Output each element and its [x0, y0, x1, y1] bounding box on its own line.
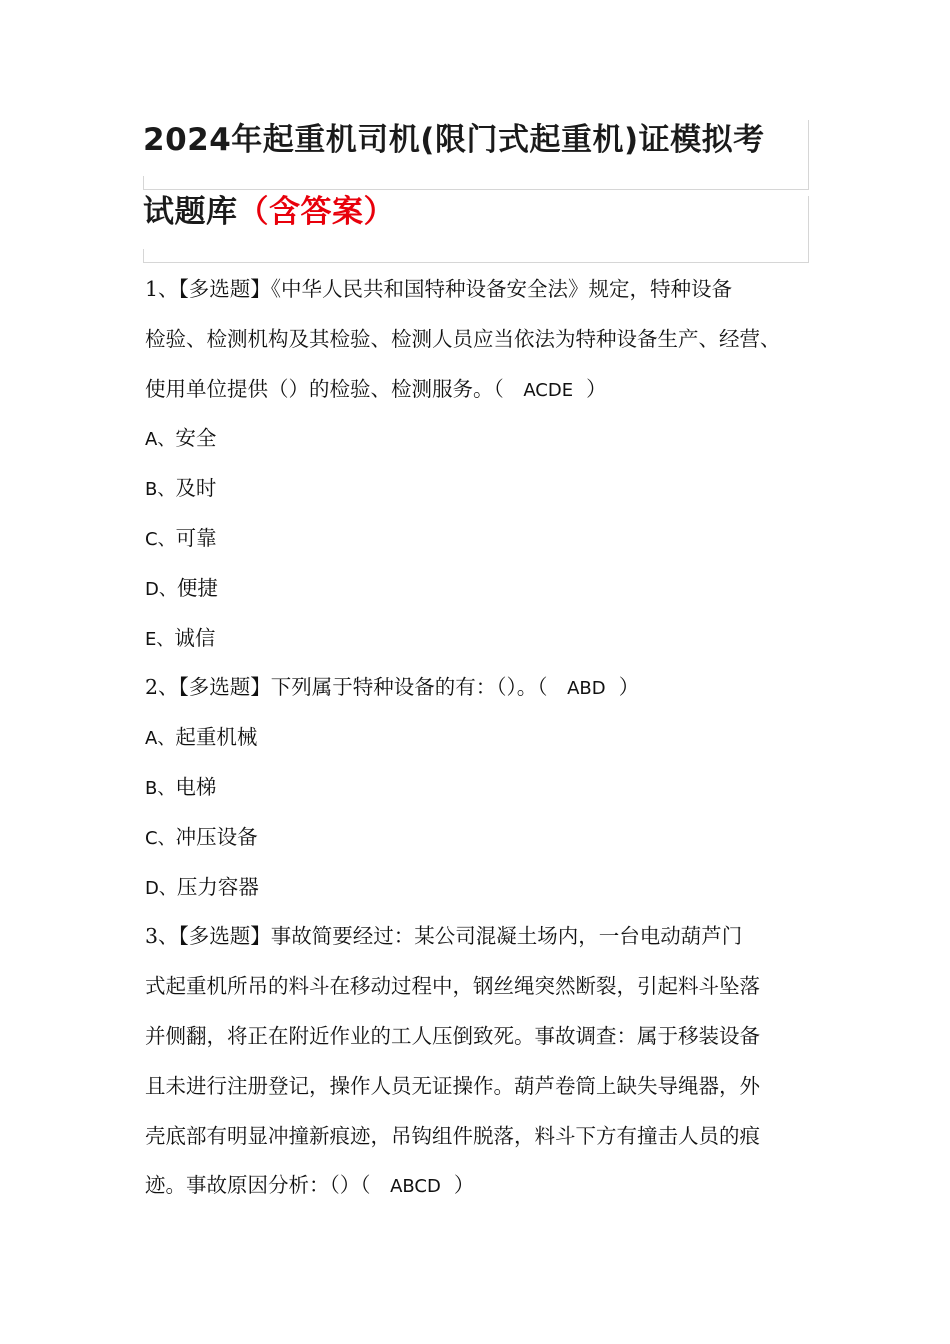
option-text: 可靠 [175, 525, 217, 550]
question-stem-line [145, 315, 810, 365]
option-text: 诚信 [174, 625, 216, 650]
question-number: 2、 [145, 675, 179, 700]
option-item [145, 713, 810, 763]
question-stem: 下列属于特种设备的有：（）。（ [270, 675, 548, 700]
question-stem: 式起重机所吊的料斗在移动过程中，钢丝绳突然断裂，引起料斗坠落 [145, 974, 760, 999]
option-item [145, 514, 810, 564]
question-number: 3、 [145, 924, 179, 949]
option-text: 压力容器 [176, 874, 259, 899]
question-list [145, 265, 810, 1211]
question-type: 【多选题】 [178, 277, 271, 301]
document-title-line-1 [143, 114, 765, 159]
document-title-line-2 [143, 186, 395, 231]
question-stem-line [145, 962, 810, 1012]
question-stem: 且未进行注册登记，操作人员无证操作。葫芦卷筒上缺失导绳器，外 [145, 1073, 760, 1098]
question-stem: 《中华人民共和国特种设备安全法》规定，特种设备 [270, 277, 733, 301]
option-text: 及时 [175, 476, 217, 501]
option-item [145, 763, 810, 813]
option-letter: B、 [145, 479, 176, 501]
question-stem-line [145, 265, 810, 315]
question-type: 【多选题】 [178, 924, 271, 949]
question-stem: 迹。事故原因分析：（）（ [145, 1173, 371, 1198]
option-letter: D、 [145, 578, 177, 600]
option-text: 便捷 [176, 575, 218, 600]
option-item [145, 564, 810, 614]
option-item [145, 414, 810, 464]
question-stem: 壳底部有明显冲撞新痕迹，吊钩组件脱落，料斗下方有撞击人员的痕 [145, 1123, 760, 1148]
answer-close: ） [586, 376, 607, 401]
question-answer: ACDE [523, 379, 574, 401]
question-stem-line [145, 912, 810, 962]
option-letter: B、 [145, 777, 176, 799]
question-stem-line [145, 1112, 810, 1162]
question-stem: 事故简要经过：某公司混凝土场内，一台电动葫芦门 [270, 924, 743, 949]
option-item [145, 614, 810, 664]
title-text: 2024年起重机司机(限门式起重机)证模拟考 [143, 122, 765, 158]
option-letter: C、 [145, 528, 176, 550]
question-stem-line [145, 365, 810, 415]
question-stem-line [145, 663, 810, 713]
question-type: 【多选题】 [178, 675, 271, 700]
question-number: 1、 [145, 277, 179, 301]
question-stem: 使用单位提供（）的检验、检测服务。（ [145, 376, 504, 401]
option-text: 冲压设备 [175, 824, 258, 849]
option-letter: C、 [145, 827, 176, 849]
option-item [145, 813, 810, 863]
option-letter: A、 [145, 728, 176, 750]
option-item [145, 863, 810, 913]
option-item [145, 464, 810, 514]
question-stem-line [145, 1161, 810, 1211]
question-answer: ABD [567, 678, 606, 700]
question-answer: ABCD [390, 1176, 441, 1198]
option-text: 电梯 [175, 774, 217, 799]
title-answer-note: （含答案） [237, 194, 395, 230]
question-stem-line [145, 1012, 810, 1062]
answer-close: ） [618, 675, 640, 700]
question-stem: 检验、检测机构及其检验、检测人员应当依法为特种设备生产、经营、 [145, 326, 781, 351]
question-stem: 并侧翻，将正在附近作业的工人压倒致死。事故调查：属于移装设备 [145, 1023, 760, 1048]
option-text: 安全 [175, 426, 217, 451]
option-text: 起重机械 [175, 725, 258, 750]
question-stem-line [145, 1062, 810, 1112]
title-text: 试题库 [143, 194, 238, 230]
option-letter: A、 [145, 429, 176, 451]
answer-close: ） [453, 1173, 475, 1198]
option-letter: D、 [145, 877, 177, 899]
option-letter: E、 [145, 628, 175, 650]
